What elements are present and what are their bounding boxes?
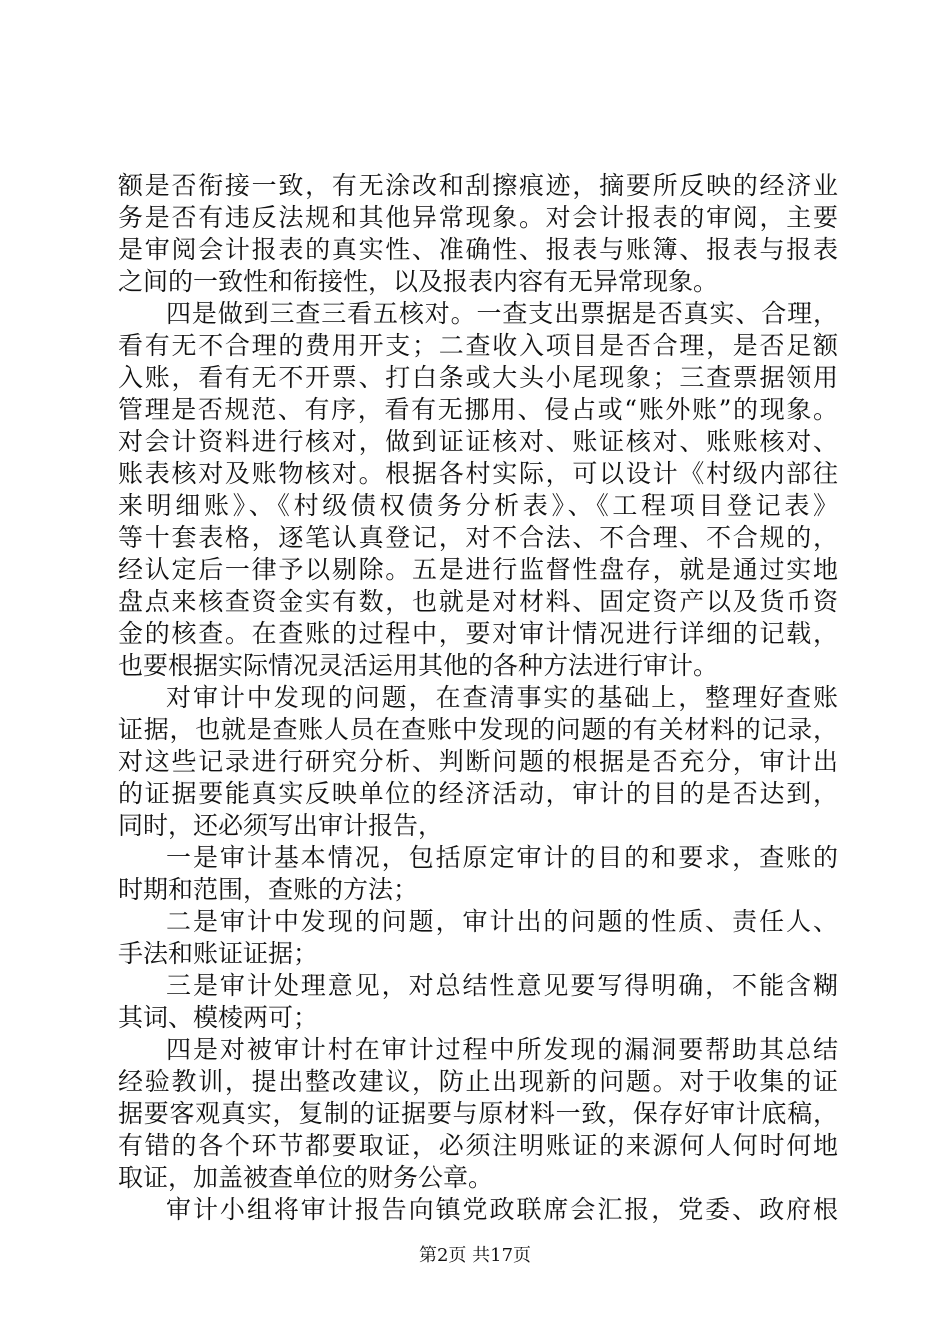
text-line: 入账，看有无不开票、打白条或大头小尾现象；三查票据领用 [118,363,838,392]
text-line: 二是审计中发现的问题，审计出的问题的性质、责任人、 [166,907,838,936]
text-line: 取证，加盖被查单位的财务公章。 [118,1163,494,1192]
text-line: 有错的各个环节都要取证，必须注明账证的来源何人何时何地 [118,1131,838,1160]
text-line: 金的核查。在查账的过程中，要对审计情况进行详细的记载， [118,619,838,648]
text-line: 盘点来核查资金实有数，也就是对材料、固定资产以及货币资 [118,587,838,616]
text-line: 对会计资料进行核对，做到证证核对、账证核对、账账核对、 [118,427,838,456]
text-line: 对这些记录进行研究分析、判断问题的根据是否充分，审计出 [118,747,838,776]
text-line: 同时，还必须写出审计报告， [118,811,444,840]
text-line: 时期和范围，查账的方法； [118,875,419,904]
text-line: 经验教训，提出整改建议，防止出现新的问题。对于收集的证 [118,1067,838,1096]
text-line: 等十套表格，逐笔认真登记，对不合法、不合理、不合规的， [118,523,838,552]
text-line: 务是否有违反法规和其他异常现象。对会计报表的审阅，主要 [118,203,838,232]
text-line: 管理是否规范、有序，看有无挪用、侵占或“账外账”的现象。 [118,395,838,424]
text-line: 看有无不合理的费用开支；二查收入项目是否合理，是否足额 [118,331,838,360]
body-text [118,170,838,1226]
text-line: 是审阅会计报表的真实性、准确性、报表与账簿、报表与报表 [118,235,838,264]
text-line: 之间的一致性和衔接性，以及报表内容有无异常现象。 [118,267,719,296]
text-line: 其词、模棱两可； [118,1003,319,1032]
text-line: 的证据要能真实反映单位的经济活动，审计的目的是否达到， [118,779,838,808]
text-line: 来明细账》、《村级债权债务分析表》、《工程项目登记表》 [118,491,838,520]
text-line: 也要根据实际情况灵活运用其他的各种方法进行审计。 [118,651,719,680]
text-line: 经认定后一律予以剔除。五是进行监督性盘存，就是通过实地 [118,555,838,584]
text-line: 据要客观真实，复制的证据要与原材料一致，保存好审计底稿， [118,1099,838,1128]
text-line: 证据，也就是查账人员在查账中发现的问题的有关材料的记录， [118,715,838,744]
text-line: 对审计中发现的问题，在查清事实的基础上，整理好查账 [166,683,838,712]
text-line: 四是做到三查三看五核对。一查支出票据是否真实、合理， [166,299,838,328]
text-line: 一是审计基本情况，包括原定审计的目的和要求，查账的 [166,843,838,872]
text-line: 审计小组将审计报告向镇党政联席会汇报，党委、政府根 [166,1195,838,1224]
text-line: 手法和账证证据； [118,939,319,968]
text-line: 三是审计处理意见，对总结性意见要写得明确，不能含糊 [166,971,838,1000]
page-footer: 第2页 共17页 [418,1245,532,1266]
text-line: 四是对被审计村在审计过程中所发现的漏洞要帮助其总结 [166,1035,838,1064]
text-line: 账表核对及账物核对。根据各村实际，可以设计《村级内部往 [118,459,838,488]
text-line: 额是否衔接一致，有无涂改和刮擦痕迹，摘要所反映的经济业 [118,171,838,200]
